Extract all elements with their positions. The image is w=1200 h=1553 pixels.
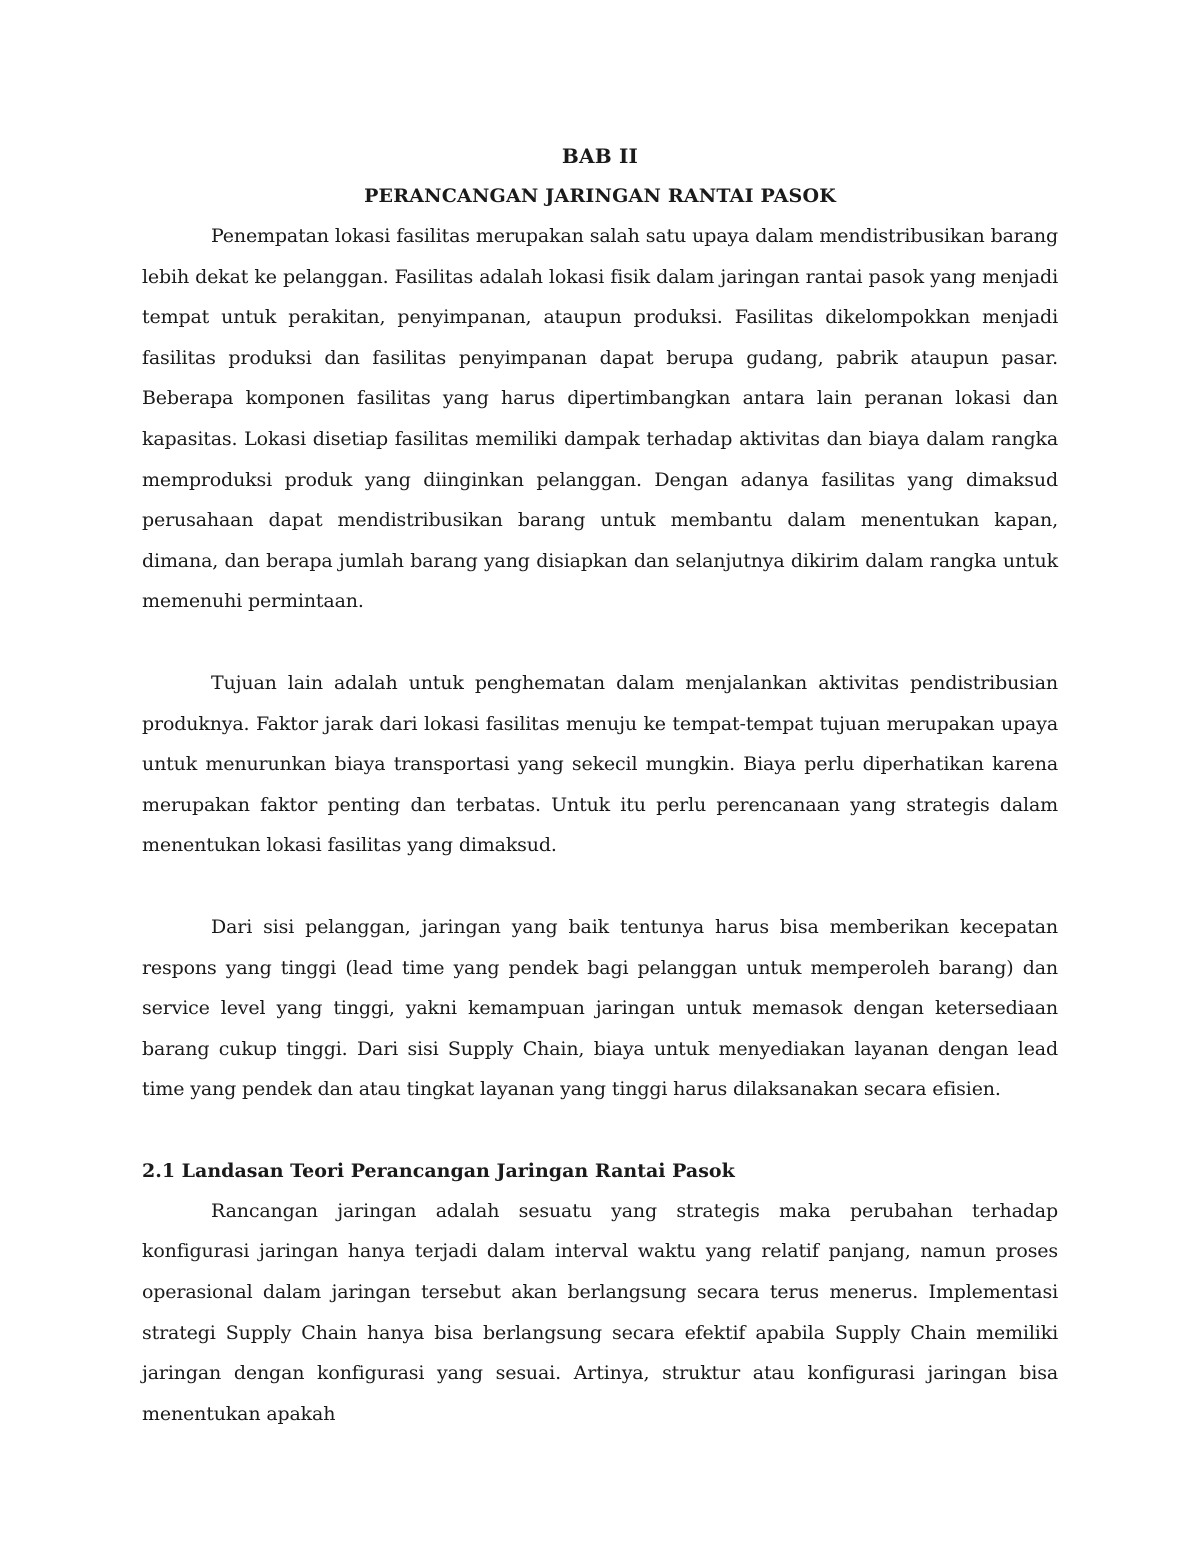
- paragraph-2: Tujuan lain adalah untuk penghematan dalam menjalankan aktivitas pendistribusian produknya. Faktor jarak dari lokasi fasilitas menuju ke tempat-tempat tujuan merupakan upaya untuk menurunkan biaya transportasi yang sekecil mungkin. Biaya perlu diperhatikan karena merupakan faktor penting dan terbatas. Untuk itu perlu perencanaan yang strategis dalam menentukan lokasi fasilitas yang dimaksud.: [142, 671, 1058, 857]
- chapter-label: BAB II: [561, 144, 639, 168]
- chapter-title: PERANCANGAN JARINGAN RANTAI PASOK: [364, 185, 836, 207]
- paragraph-3: Dari sisi pelanggan, jaringan yang baik tentunya harus bisa memberikan kecepatan respons yang tinggi (lead time yang pendek bagi pelanggan untuk memperoleh barang) dan service level yang tinggi, yakni kemampuan jaringan untuk memasok dengan ketersediaan barang cukup tinggi. Dari sisi Supply Chain, biaya untuk menyediakan layanan dengan lead time yang pendek dan atau tingkat layanan yang tinggi harus dilaksanakan secara efisien.: [142, 915, 1058, 1101]
- paragraph-1: Penempatan lokasi fasilitas merupakan salah satu upaya dalam mendistribusikan barang lebih dekat ke pelanggan. Fasilitas adalah lokasi fisik dalam jaringan rantai pasok yang menjadi tempat untuk perakitan, penyimpanan, ataupun produksi. Fasilitas dikelompokkan menjadi fasilitas produksi dan fasilitas penyimpanan dapat berupa gudang, pabrik ataupun pasar. Beberapa komponen fasilitas yang harus dipertimbangkan antara lain peranan lokasi dan kapasitas. Lokasi disetiap fasilitas memiliki dampak terhadap aktivitas dan biaya dalam rangka memproduksi produk yang diinginkan pelanggan. Dengan adanya fasilitas yang dimaksud perusahaan dapat mendistribusikan barang untuk membantu dalam menentukan kapan, dimana, dan berapa jumlah barang yang disiapkan dan selanjutnya dikirim dalam rangka untuk memenuhi permintaan.: [142, 225, 1058, 613]
- paragraph-gap: [142, 866, 1058, 907]
- section-paragraph: Rancangan jaringan adalah sesuatu yang strategis maka perubahan terhadap konfigurasi jaringan hanya terjadi dalam interval waktu yang relatif panjang, namun proses operasional dalam jaringan tersebut akan berlangsung secara terus menerus. Implementasi strategi Supply Chain hanya bisa berlangsung secara efektif apabila Supply Chain memiliki jaringan dengan konfigurasi yang sesuai. Artinya, struktur atau konfigurasi jaringan bisa menentukan apakah: [142, 1199, 1058, 1425]
- paragraph-gap: [142, 622, 1058, 663]
- paragraph-gap: [142, 1110, 1058, 1151]
- section-heading: 2.1 Landasan Teori Perancangan Jaringan Rantai Pasok: [142, 1159, 735, 1182]
- document-page: [142, 136, 1058, 1434]
